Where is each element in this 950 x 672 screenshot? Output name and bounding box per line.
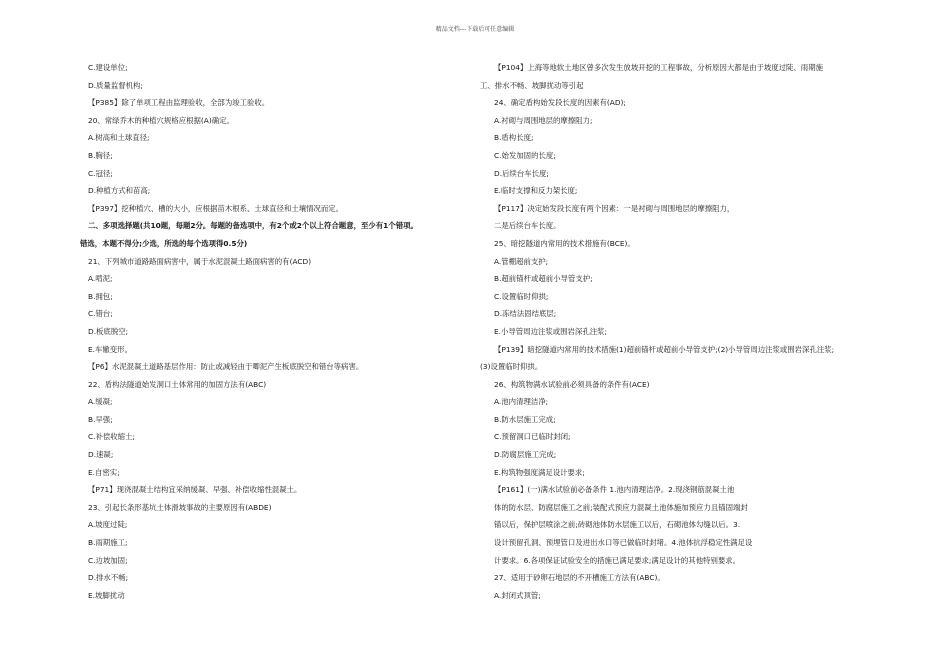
text-line: 23、引起长条形基坑土体滑坡事故的主要原因有(ABDE) (88, 502, 272, 512)
text-line: 25、暗挖隧道内常用的技术措施有(BCE)。 (494, 238, 635, 248)
text-line: E.临时支撑和反力架长度; (494, 186, 578, 196)
text-line: 体的防水层、防腐层施工之前;装配式预应力混凝土池体施加预应力且锚固端封 (494, 502, 748, 512)
text-line: E.构筑物强度满足设计要求; (494, 467, 585, 477)
text-line: C.设置临时仰拱; (494, 291, 549, 301)
text-line: 错选，本题不得分;少选，所选的每个选项得0.5分) (80, 238, 248, 248)
text-line: 二是后续台车长度。 (494, 221, 561, 231)
text-line: 22、盾构法隧道始发洞口土体常用的加固方法有(ABC) (88, 379, 267, 389)
text-line: C.边坡加固; (88, 555, 128, 565)
text-line: B.早强; (88, 414, 113, 424)
text-line: 20、常绿乔木的种植穴规格应根据(A)确定。 (88, 115, 234, 125)
text-line: B.胸径; (88, 150, 113, 160)
text-line: 26、构筑物满水试验前必须具备的条件有(ACE) (494, 379, 650, 389)
text-line: B.超前锚杆或超前小导管支护; (494, 274, 593, 284)
left-column (80, 59, 478, 604)
right-column (480, 59, 880, 604)
text-line: E.自密实; (88, 467, 120, 477)
text-line: D.防腐层施工完成; (494, 450, 557, 460)
text-line: D.质量监督机构; (88, 80, 143, 90)
text-line: D.排水不畅; (88, 573, 129, 583)
text-line: A.封闭式顶管; (494, 590, 541, 600)
text-line: C.补偿收缩土; (88, 432, 135, 442)
text-line: B.防水层施工完成; (494, 414, 556, 424)
text-line: 27、适用于砂卵石地层的不开槽施工方法有(ABC)。 (494, 573, 665, 583)
page-header: 精品文档---下载后可任意编辑 (435, 26, 515, 33)
text-line: E.车辙变形。 (88, 344, 132, 354)
text-line: D.后续台车长度; (494, 168, 549, 178)
text-line: C.始发加固的长度; (494, 150, 556, 160)
text-line: A.衬砌与周围地层的摩擦阻力; (494, 115, 593, 125)
text-line: C.错台; (88, 309, 113, 319)
text-line: D.速凝; (88, 450, 114, 460)
text-line: 【P161】(一)满水试验前必备条件 1.池内清理洁净。2.现浇钢筋混凝土池 (494, 485, 735, 495)
text-line: 24、确定盾构始发段长度的因素有(AD); (494, 98, 626, 108)
text-line: 二、多项选择题(共10题，每题2分。每题的备选项中，有2个或2个以上符合题意，至少有1个错项。 (88, 221, 418, 231)
text-line: A.管棚超前支护; (494, 256, 549, 266)
text-line: C.预留洞口已临时封闭; (494, 432, 571, 442)
text-line: A.缓凝; (88, 397, 113, 407)
text-line: A.坡度过陡; (88, 520, 128, 530)
text-line: 【P104】上海等地软土地区曾多次发生放坡开挖的工程事故，分析原因大都是由于坡度过陡、雨期施 (494, 63, 823, 72)
text-line: D.板底脱空; (88, 326, 129, 336)
text-line: A.树高和土球直径; (88, 133, 150, 143)
text-line: D.种植方式和苗高; (88, 186, 151, 196)
text-line: 21、下列城市道路路面病害中，属于水泥混凝土路面病害的有(ACD) (88, 256, 312, 266)
text-line: 【P397】挖种植穴、槽的大小，应根据苗木根系、土球直径和土壤情况而定。 (88, 203, 344, 213)
text-line: 工、排水不畅、坡脚扰动等引起 (480, 80, 584, 90)
text-line: A.啃泥; (88, 274, 113, 284)
text-line: C.建设单位; (88, 63, 128, 72)
text-line: E.坡脚扰动 (88, 590, 125, 600)
text-line: 【P385】除了单项工程由监理验收，全部为竣工验收。 (88, 98, 270, 108)
text-line: 【P71】现浇混凝土结构宜采纳缓凝、早强、补偿收缩性混凝土。 (88, 485, 302, 495)
text-line: (3)设置临时仰拱。 (480, 362, 543, 372)
text-line: D.冻结法固结底层; (494, 309, 557, 319)
text-line: C.冠径; (88, 168, 113, 178)
text-line: 【P117】决定始发段长度有两个因素：一是衬砌与周围地层的摩擦阻力， (494, 203, 735, 213)
text-line: 设计预留孔洞、预埋管口及进出水口等已做临时封堵。4.池体抗浮稳定性满足设 (494, 538, 753, 548)
text-line: 计要求。6.各项保证试验安全的措施已满足要求;满足设计的其他特别要求。 (494, 555, 741, 565)
text-line: 【P139】暗挖隧道内常用的技术措施(1)超前锚杆或超前小导管支护;(2)小导管周边注浆或围岩深孔注浆; (494, 344, 835, 354)
text-line: B.盾构长度; (494, 133, 534, 143)
text-line: B.拥包; (88, 291, 113, 301)
text-line: E.小导管周边注浆或围岩深孔注浆; (494, 326, 607, 336)
text-line: B.雨期施工; (88, 538, 128, 548)
text-line: 【P6】水泥混凝土道路基层作用：防止或减轻由于唧泥产生板底脱空和错台等病害。 (88, 362, 364, 372)
text-line: A.池内清理洁净; (494, 397, 549, 407)
text-line: 锚以后，保护层喷涂之前;砖砌池体防水层施工以后，石砌池体勾缝以后。3. (494, 520, 741, 530)
